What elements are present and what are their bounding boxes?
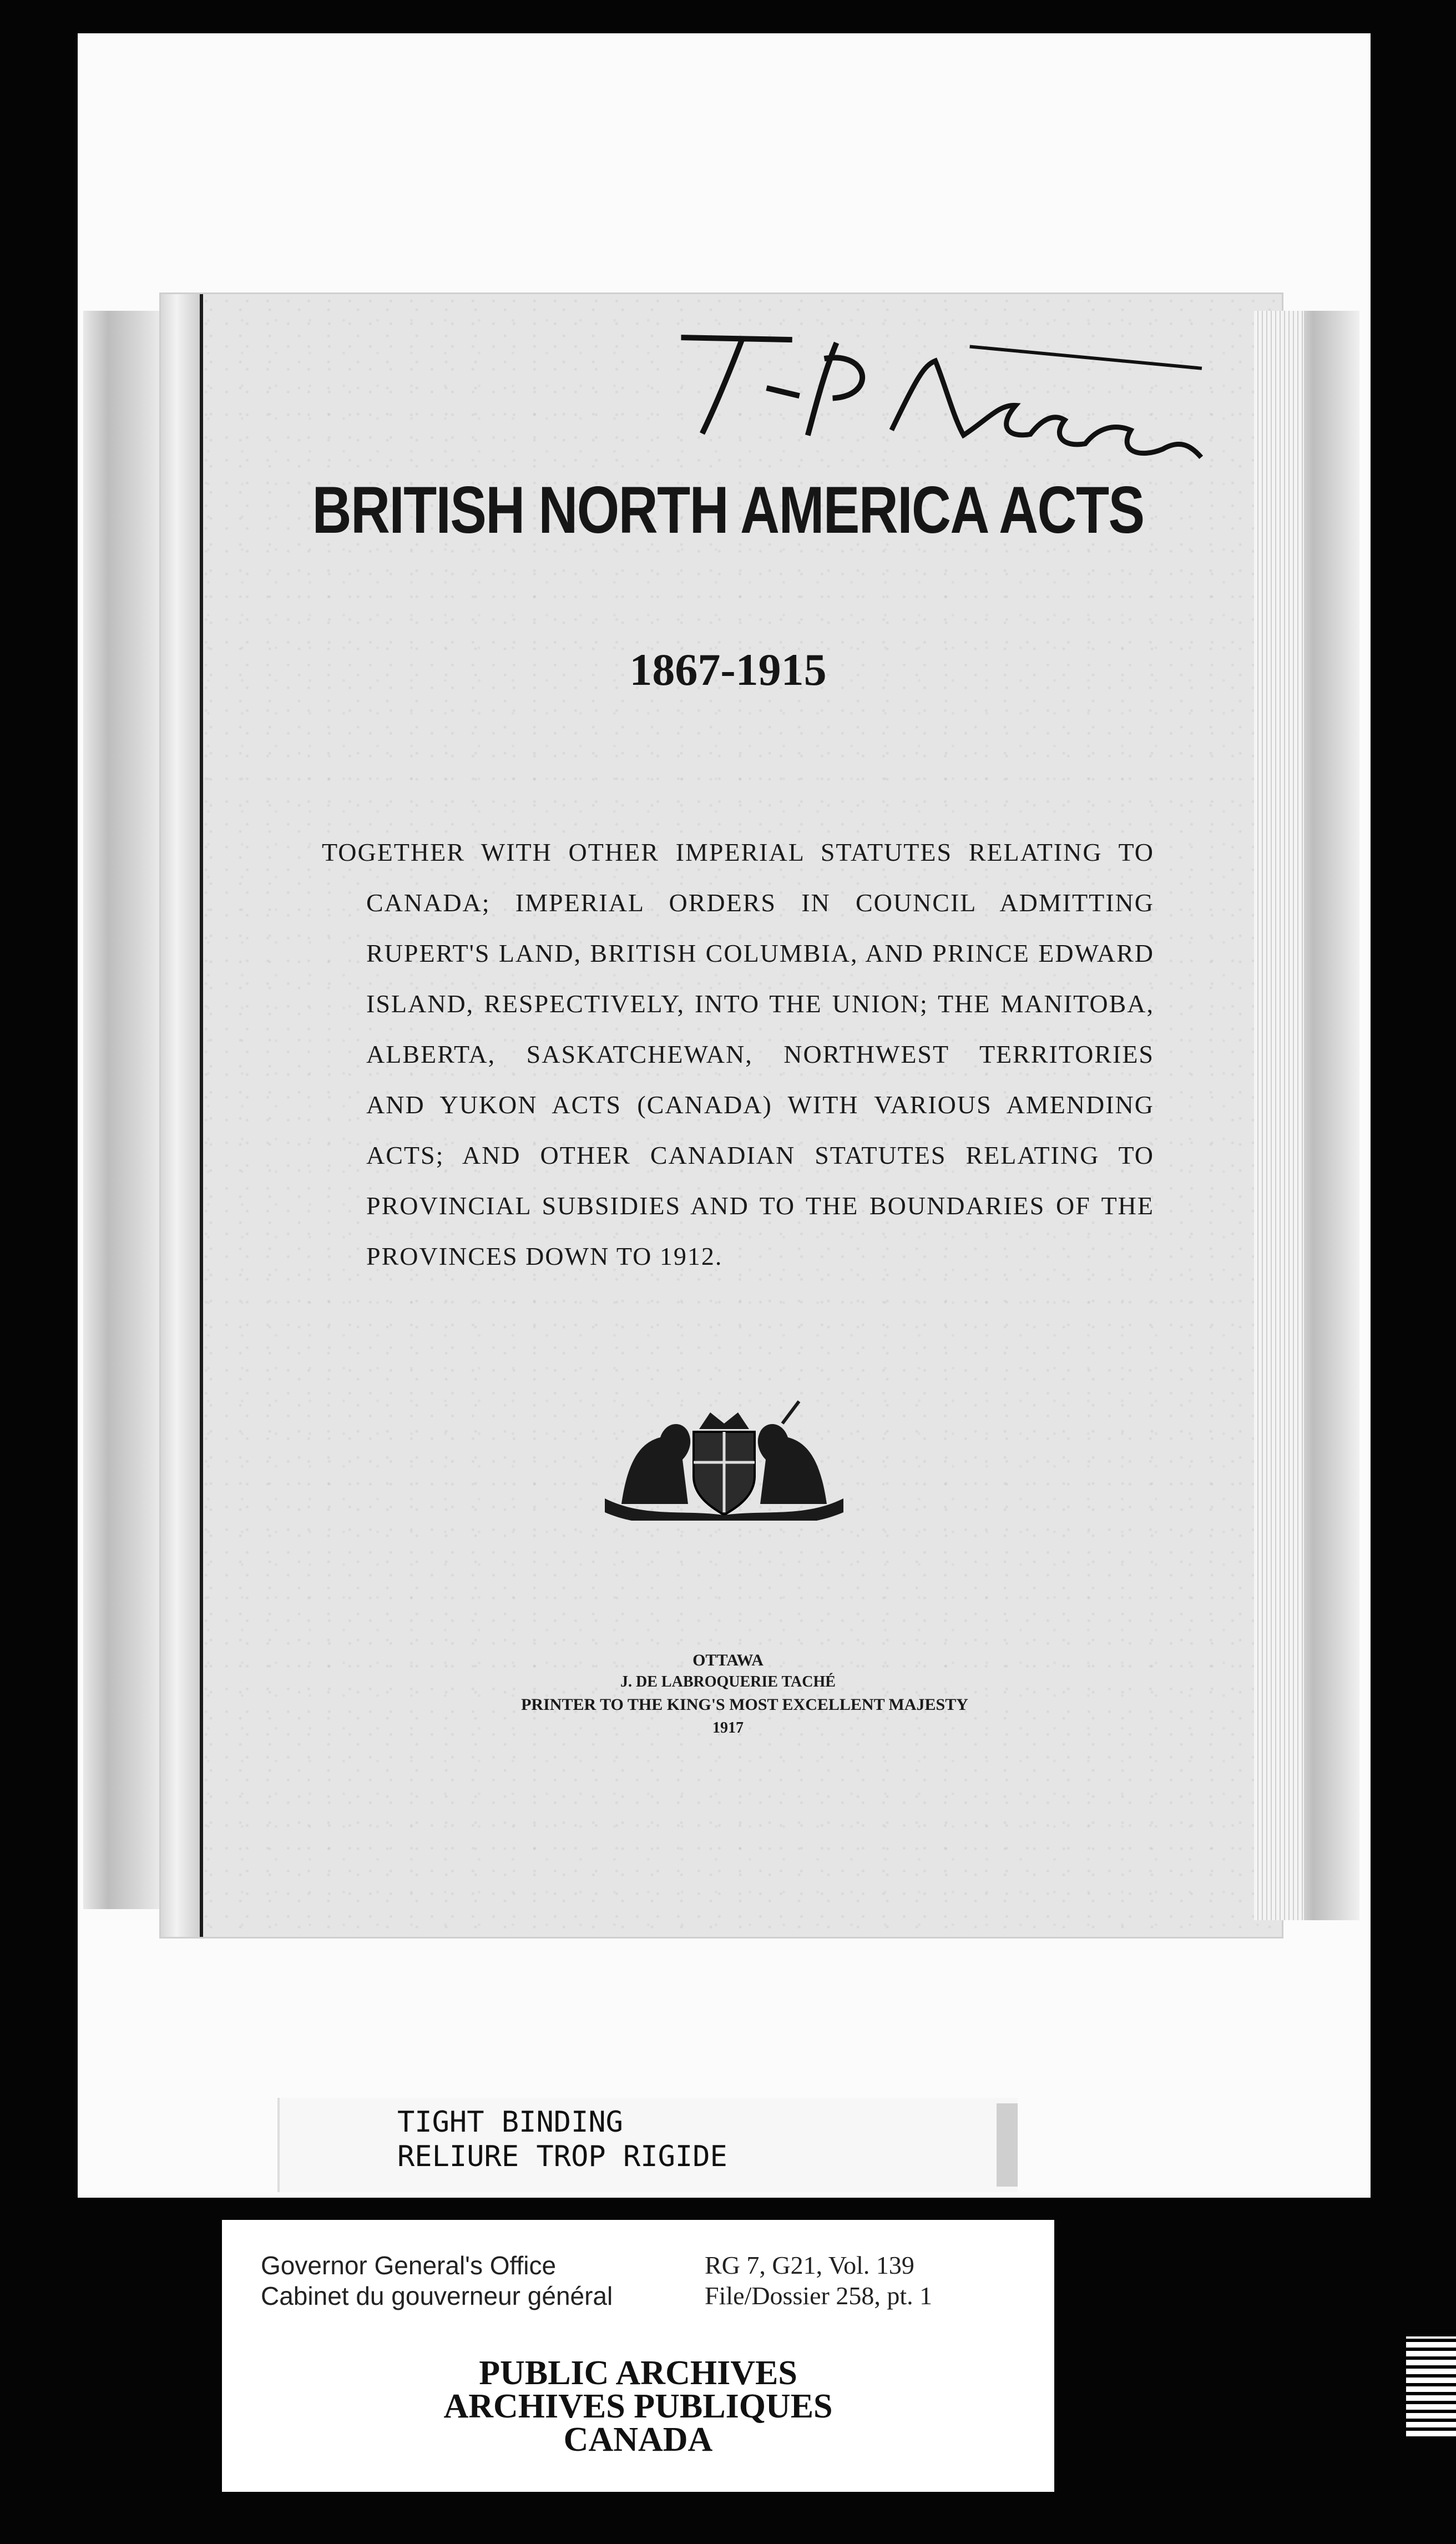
description-line: CANADA; IMPERIAL ORDERS IN COUNCIL ADMITTING (366, 889, 1154, 917)
royal-coat-of-arms-icon (599, 1399, 849, 1521)
tight-binding-line: TIGHT BINDING (397, 2106, 623, 2139)
description-line: ISLAND, RESPECTIVELY, INTO THE UNION; THE MANITOBA, (366, 990, 1154, 1018)
archives-fr: ARCHIVES PUBLIQUES (443, 2387, 833, 2425)
description-line: RUPERT'S LAND, BRITISH COLUMBIA, AND PRINCE EDWARD (366, 939, 1154, 967)
description-line: PROVINCES DOWN TO 1912. (366, 1242, 723, 1270)
archive-file: File/Dossier 258, pt. 1 (705, 2281, 933, 2310)
edge-stamp (1406, 2336, 1456, 2436)
tight-binding-line: RELIURE TROP RIGIDE (397, 2140, 727, 2173)
description-line: ALBERTA, SASKATCHEWAN, NORTHWEST TERRITORIES (366, 1040, 1154, 1068)
office-en: Governor General's Office (261, 2251, 557, 2280)
description-line: PROVINCIAL SUBSIDIES AND TO THE BOUNDARIES OF THE (366, 1192, 1154, 1220)
imprint-printer: J. DE LABROQUERIE TACHÉ (620, 1673, 836, 1690)
description-line: AND YUKON ACTS (CANADA) WITH VARIOUS AMENDING (366, 1091, 1154, 1119)
imprint-city: OTTAWA (692, 1651, 764, 1669)
archive-label (222, 2220, 1054, 2492)
label-shading (997, 2103, 1018, 2187)
description-line: ACTS; AND OTHER CANADIAN STATUTES RELATING TO (366, 1141, 1154, 1169)
imprint-year: 1917 (712, 1719, 744, 1737)
archives-country: CANADA (563, 2421, 713, 2459)
archives-en: PUBLIC ARCHIVES (479, 2354, 797, 2392)
description-line: TOGETHER WITH OTHER IMPERIAL STATUTES RELATING TO (322, 838, 1154, 866)
imprint-printer-title: PRINTER TO THE KING'S MOST EXCELLENT MAJESTY (521, 1695, 968, 1714)
book-description (322, 827, 1154, 1281)
tight-binding-label (277, 2098, 1018, 2192)
book-years: 1867-1915 (629, 644, 827, 695)
archive-reference: RG 7, G21, Vol. 139 (705, 2251, 914, 2279)
book-title: BRITISH NORTH AMERICA ACTS (312, 473, 1144, 547)
office-fr: Cabinet du gouverneur général (261, 2281, 613, 2310)
